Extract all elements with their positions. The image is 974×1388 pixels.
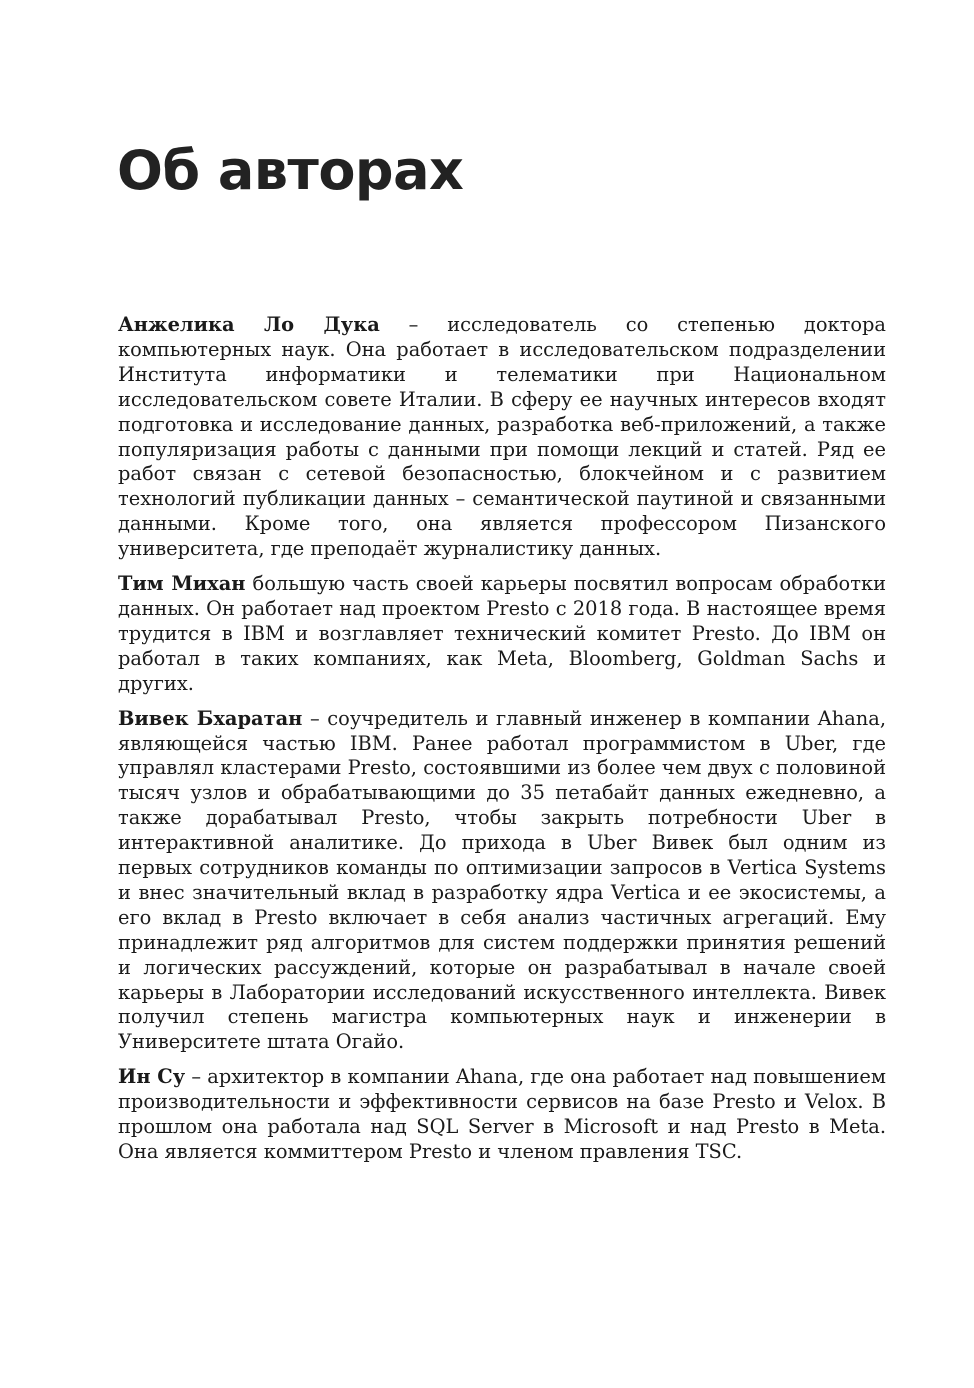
author-description: – соучредитель и главный инженер в компании Ahana, являющейся частью IBM. Ранее работал программистом в Uber, где управлял кластерами Presto, состоявшими из более чем двух с половиной тысяч узлов и обрабатывающими до 35 петабайт данных ежедневно, а также дорабатывал Presto, чтобы закрыть потребности Uber в интерактивной аналитике. До прихода в Uber Вивек был одним из первых сотрудников команды по оптимизации запросов в Vertica Systems и внес значительный вклад в разработку ядра Vertica и ее экосистемы, а его вклад в Presto включает в себя анализ частичных агрегаций. Ему принадлежит ряд алгоритмов для систем поддержки принятия решений и логических рассуждений, которые он разрабатывал в начале своей карьеры в Лаборатории исследований искусственного интеллекта. Вивек получил степень магистра компьютерных наук и инженерии в Университете штата Огайо.	[118, 706, 886, 1054]
author-name: Ин Су	[118, 1065, 186, 1089]
page-title: Об авторах	[117, 139, 464, 202]
author-description: – исследователь со степенью доктора компьютерных наук. Она работает в исследовательском подразделении Института информатики и телематики при Национальном исследовательском совете Италии. В сферу ее научных интересов входят подготовка и исследование данных, разработка веб-приложений, а также популяризация работы с данными при помощи лекций и статей. Ряд ее работ связан с сетевой безопасностью, блокчейном и с развитием технологий публикации данных – семантической паутиной и связанными данными. Кроме того, она является профессором Пизанского университета, где преподаёт журналистику данных.	[118, 313, 886, 561]
author-description: большую часть своей карьеры посвятил вопросам обработки данных. Он работает над проектом Presto с 2018 года. В настоящее время трудится в IBM и возглавляет технический комитет Presto. До IBM он работал в таких компаниях, как Meta, Bloomberg, Goldman Sachs и других.	[118, 572, 886, 695]
author-name: Вивек Бхаратан	[118, 706, 303, 730]
author-bio-angelica	[118, 313, 886, 562]
author-name: Тим Михан	[118, 572, 246, 596]
author-description: – архитектор в компании Ahana, где она работает над повышением производительности и эффективности сервисов на базе Presto и Velox. В прошлом она работала над SQL Server в Microsoft и над Presto в Meta. Она является коммиттером Presto и членом правления TSC.	[118, 1065, 886, 1163]
author-bio-ying	[118, 1065, 886, 1165]
author-name: Анжелика Ло Дука	[118, 313, 380, 336]
author-bio-vivek	[118, 707, 886, 1056]
author-bio-tim	[118, 572, 886, 697]
authors-section	[118, 313, 886, 1175]
